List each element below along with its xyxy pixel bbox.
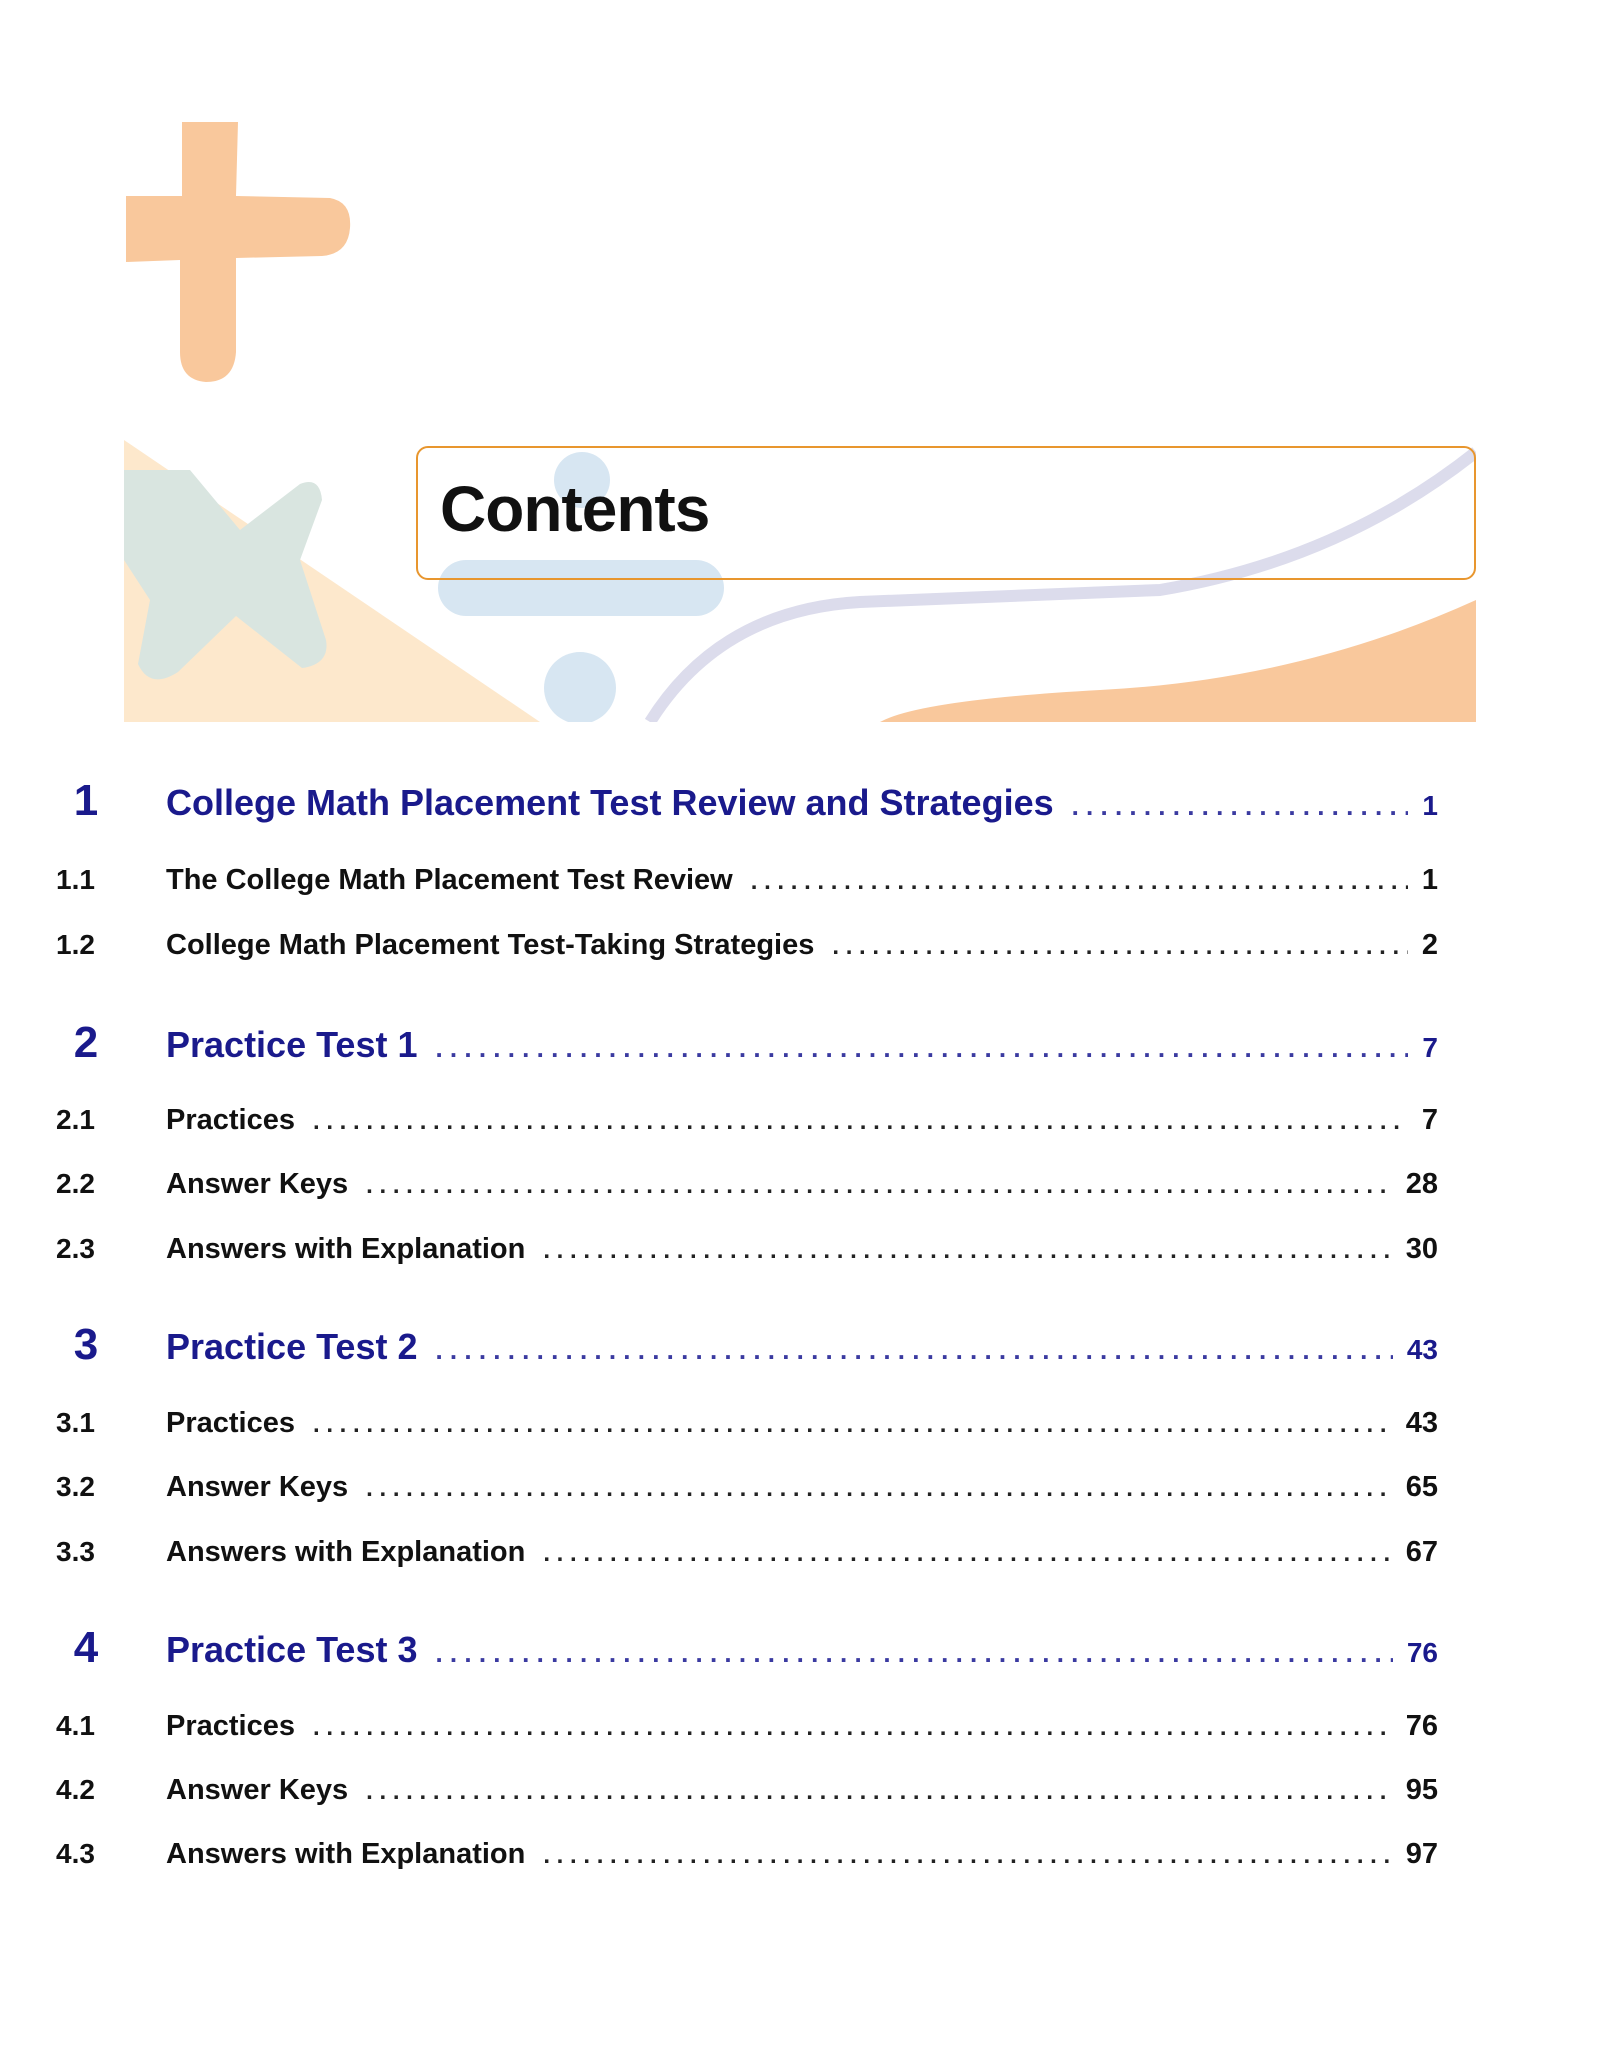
- chapter-title[interactable]: Practice Test 3: [166, 1629, 418, 1670]
- section-title[interactable]: Answer Keys: [166, 1471, 349, 1503]
- section-number: 4.3: [56, 1838, 95, 1869]
- section-title[interactable]: Answers with Explanation: [166, 1838, 526, 1870]
- dot-leader: [313, 1108, 1408, 1136]
- chapter-number: 2: [73, 1018, 99, 1067]
- chapter-page: 43: [1406, 1334, 1438, 1365]
- section-number: 3.2: [56, 1471, 95, 1502]
- section-number: 3.1: [56, 1407, 95, 1438]
- section-number: 2.3: [56, 1233, 95, 1264]
- section-number: 2.1: [56, 1104, 95, 1135]
- section-title[interactable]: Practices: [166, 1710, 295, 1742]
- chapter-title[interactable]: Practice Test 1: [166, 1024, 418, 1065]
- dot-leader: [751, 868, 1408, 896]
- section-page: 76: [1405, 1710, 1438, 1742]
- dot-leader: [435, 1335, 1392, 1366]
- section-page: 43: [1405, 1407, 1438, 1439]
- page-title: Contents: [440, 473, 710, 545]
- section-number: 4.2: [56, 1774, 95, 1805]
- dot-leader: [366, 1172, 1392, 1200]
- section-title[interactable]: Practices: [166, 1104, 295, 1136]
- chapter-number: 3: [73, 1320, 99, 1369]
- dot-leader: [832, 933, 1407, 961]
- section-number: 2.2: [56, 1168, 95, 1199]
- dot-leader: [313, 1714, 1392, 1742]
- header-artwork: [0, 0, 1600, 730]
- chapter-page: 76: [1406, 1637, 1438, 1668]
- chapter-title[interactable]: College Math Placement Test Review and Strategies: [166, 782, 1054, 823]
- section-page: 28: [1405, 1168, 1438, 1200]
- section-number: 1.1: [56, 864, 95, 895]
- section-title[interactable]: Answer Keys: [166, 1168, 349, 1200]
- section-title[interactable]: The College Math Placement Test Review: [166, 864, 733, 896]
- section-title[interactable]: Answers with Explanation: [166, 1536, 526, 1568]
- section-number: 3.3: [56, 1536, 95, 1567]
- section-page: 97: [1405, 1838, 1438, 1870]
- dot-leader: [543, 1237, 1391, 1265]
- section-title[interactable]: Answers with Explanation: [166, 1233, 526, 1265]
- dot-leader: [313, 1411, 1392, 1439]
- dot-leader: [543, 1540, 1391, 1568]
- section-page: 2: [1421, 929, 1438, 961]
- section-title[interactable]: Answer Keys: [166, 1774, 349, 1806]
- dot-leader: [1072, 791, 1409, 822]
- section-number: 4.1: [56, 1710, 95, 1741]
- dot-leader: [435, 1638, 1392, 1669]
- chapter-page: 1: [1422, 790, 1438, 821]
- section-page: 7: [1421, 1104, 1438, 1136]
- chapter-number: 4: [73, 1623, 99, 1672]
- section-page: 67: [1405, 1536, 1438, 1568]
- dot-leader: [543, 1842, 1391, 1870]
- section-title[interactable]: College Math Placement Test-Taking Strategies: [166, 929, 815, 961]
- dot-leader: [366, 1475, 1392, 1503]
- plus-sign-icon: [126, 122, 350, 382]
- section-page: 30: [1405, 1233, 1438, 1265]
- dot-leader: [435, 1033, 1408, 1064]
- chapter-number: 1: [73, 776, 99, 825]
- chapter-page: 7: [1422, 1032, 1438, 1063]
- section-number: 1.2: [56, 929, 95, 960]
- section-page: 1: [1421, 864, 1438, 896]
- chapter-title[interactable]: Practice Test 2: [166, 1326, 418, 1367]
- dot-leader: [366, 1778, 1392, 1806]
- section-page: 95: [1405, 1774, 1438, 1806]
- section-page: 65: [1405, 1471, 1438, 1503]
- section-title[interactable]: Practices: [166, 1407, 295, 1439]
